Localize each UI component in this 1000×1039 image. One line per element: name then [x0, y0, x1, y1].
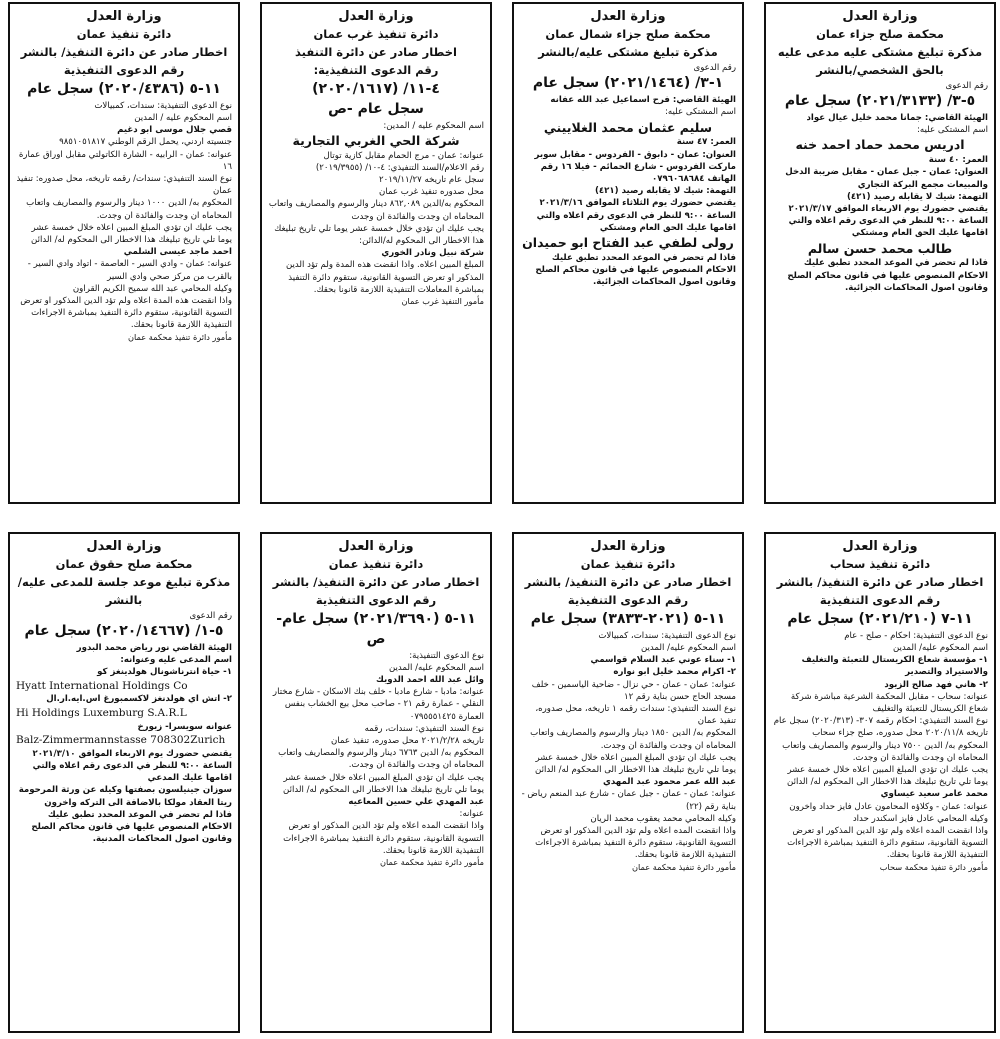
notice-line: احمد ماجد عيسى الشلمي	[123, 247, 232, 258]
notice-line: ادريس محمد حماد احمد خنه	[795, 137, 965, 153]
notice-line: اخطار صادر عن دائرة التنفيذ/ بالنشر	[776, 575, 984, 590]
notice-line: رقم الدعوى التنفيذية	[567, 593, 689, 608]
notice-line: يقتضي حضورك يوم الثلاثاء الموافق ٢٠٢١/٣/١٦ الساعة ٩:٠٠ للنظر في الدعوى رقم اعلاه والتي اقامها عليك الحق العام ومشتكي	[536, 198, 736, 233]
notice-line: عنوانه: عمان - عمان - جبل عمان - شارع عبد المنعم رياض - بناية رقم (٢٢)	[521, 789, 736, 812]
notice-line: المبلغ المبين اعلاه. واذا انقضت هذه المدة ولم تؤد الدين المذكور او تعرض التسوية القانونية، ستقوم دائرة التنفيذ بمباشرة المعاملات التنفيذية اللازمة قانونا بحقك.	[285, 260, 484, 295]
notice-line: ٥-٣/ (٢٠٢١/٣١٣٣) سجل عام	[784, 93, 976, 110]
notice-box	[260, 2, 492, 504]
notice-line: ٥-١/ (٢٠٢٠/١٤٦٦٧) سجل عام	[24, 623, 224, 640]
notice-line: نوع السند التنفيذي: سندات رقمه ١ تاريخه، محل صدوره، تنفيذ عمان	[535, 703, 736, 727]
notice-line: ١١-٥ (٢٠٢١/٣٦٩٠) سجل عام-ص	[276, 610, 476, 647]
ministry-title: وزارة العدل	[338, 9, 414, 24]
notice-line: محكمة صلح جزاء شمال عمان	[545, 27, 711, 42]
notice-line: ١١-٥ (٢٠٢١-٣٨٣٣) سجل عام	[530, 610, 726, 627]
notice-line: عنوانه سويسرا- زيورخ	[137, 721, 232, 732]
notice-line: وكيله المحامي عبد الله سميح الكريم القراون	[72, 283, 232, 294]
notice-line: طالب محمد حسن سالم	[807, 240, 953, 256]
notice-line: اسم المحكوم عليه/ المدين	[388, 662, 484, 673]
notice-line: دائرة تنفيذ عمان	[76, 27, 172, 42]
notice-line: دائرة تنفيذ غرب عمان	[313, 27, 439, 42]
bottom-row	[0, 530, 1000, 1039]
notice-line: عنوانه: عمان - وادي السير - العاصمة - اتواد وادي السير - بالقرب من مركز صحي وادي السير	[27, 259, 232, 282]
notice-line: يجب عليك ان تؤدي المبلغ المبين اعلاه خلال خمسة عشر يوما تلي تاريخ تبليغك هذا الاخطار الى المحكوم له/ الدائن	[31, 222, 232, 245]
notice-line: فاذا لم تحضر في الموعد المحدد تطبق عليك الاحكام المنصوص عليها في قانون محاكم الصلح وقانون اصول المحاكمات الجزائية.	[787, 258, 988, 293]
notice-line: الهيئة القاضي: فرح اسماعيل عبد الله عفانه	[550, 95, 736, 106]
notice-line: ١- سناء عوني عبد السلام قواسمي	[590, 655, 736, 666]
notice-line: ٤-١١/ (٢٠٢٠/١٦١٧)	[312, 80, 440, 97]
notice-line: اخطار صادر عن دائرة التنفيذ/ بالنشر	[524, 575, 732, 590]
notice-line: التهمة: شيك لا يقابله رصيد (٤٢١)	[846, 191, 988, 202]
notice-line: نوع الدعوى التنفيذية: سندات، كمبيالات	[598, 630, 736, 641]
notice-line: دائرة تنفيذ عمان	[328, 557, 424, 572]
notice-line: نوع الدعوى التنفيذية:	[409, 650, 484, 661]
notice-line: رقم الاعلام/السند التنفيذي: ٤-١٠/ (٢٠١٩/٣٩٥٥)	[315, 162, 484, 173]
notice-line: مأمور دائرة تنفيذ محكمة عمان	[380, 857, 484, 868]
notice-line: يجب عليك ان تؤدي خلال خمسة عشر يوما تلي تاريخ تبليغك هذا الاخطار الى المحكوم له/الدائن:	[274, 223, 484, 247]
notice-line: سوزان جينيلسون بصفتها وكيله عن ورثة المرحومة ريتا العقاد مولكا بالاضافة الى التركه واخرون	[18, 785, 232, 808]
ministry-title: وزارة العدل	[590, 539, 666, 554]
notice-line: ٢- اتش اي هولدنغز لاكسمبورغ اس.ايه.ار.ال	[46, 694, 232, 705]
notice-line: واذا انقضت المده اعلاه ولم تؤد الدين المذكور او تعرض التسوية القانونية، ستقوم دائرة التنفيذ بمباشرة الاجراءات التنفيذية اللازمة قانونا بحقك.	[535, 826, 736, 861]
notice-line: عنوانه: عمان - الرابيه - الشارة الكاتولتي مقابل اوراق عمارة ١٦	[18, 149, 232, 172]
notice-line: نوع السند التنفيذي: احكام رقمه ٣٠٧- (٢٠٢٠/٣١٣) سجل عام	[773, 716, 988, 727]
ministry-title: وزارة العدل	[590, 9, 666, 24]
notice-line: فاذا لم تحضر في الموعد المحدد تطبق عليك الاحكام المنصوص عليها في قانون محاكم الصلح وقانون اصول المحاكمات الجزائية.	[535, 252, 736, 288]
notice-line: محمد عامر سعيد عيساوي	[880, 789, 988, 800]
notice-line: مأمور دائرة تنفيذ محكمة عمان	[632, 861, 736, 872]
notice-line: المحكوم به/ الدين ١٠٠٠ دينار والرسوم والمصاريف واتعاب المحاماه ان وجدت والفائدة ان وجدت.	[26, 198, 232, 221]
notice-line: محل صدوره تنفيذ غرب عمان	[379, 187, 484, 198]
notice-line: واذا انقضت المده اعلاه ولم تؤد الدين المذكور او تعرض التسوية القانونية، ستقوم دائرة التنفيذ بمباشرة الاجراءات التنفيذية اللازمة قانونا بحقك.	[787, 826, 988, 861]
notice-line: مأمور التنفيذ غرب عمان	[401, 296, 484, 307]
notice-box	[512, 2, 744, 504]
notice-line: عنوانه: عمان - مرج الحمام مقابل كازية توتال	[323, 150, 484, 161]
notice-line: اخطار صادر عن دائرة التنفيذ	[295, 45, 457, 60]
notice-line: مذكرة تبليغ مشتكى عليه مدعى عليه بالحق الشخصي/بالنشر	[777, 45, 983, 78]
notice-line: المحكوم به/ الدين ٧٥٠٠ دينار والرسوم والمصاريف واتعاب المحاماه ان وجدت والفائدة ان وجدت.	[782, 740, 988, 763]
notice-line: عبد الله عمر محمود عبد المهدي	[602, 777, 736, 788]
notice-line: ١١-٥ (٢٠٢٠/٤٣٨٦) سجل عام	[27, 80, 221, 97]
notice-line: ١- مؤسسة شعاع الكريستال للتعبئة والتغليف والاستيراد والتصدير	[801, 655, 988, 678]
notice-line: Hyatt International Holdings Co	[16, 679, 188, 692]
notice-box	[512, 532, 744, 1033]
notice-line: العنوان: عمان - جبل عمان - مقابل ضريبة الدخل والمبيعات مجمع البركة التجاري	[785, 167, 988, 190]
notice-line: رقم الدعوى التنفيذية	[315, 593, 437, 608]
ministry-title: وزارة العدل	[842, 9, 918, 24]
notice-line: الهيئة القاضي: جمانا محمد خليل عيال عواد	[806, 112, 988, 123]
notice-line: ٢- هاني فهد صالح الزيود	[884, 679, 988, 690]
notice-line: يجب عليك ان تؤدي المبلغ المبين اعلاه خلال خمسة عشر يوما تلي تاريخ تبليغك هذا الاخطار الى المحكوم له/ الدائن	[283, 772, 484, 795]
notice-line: سجل عام تاريخه ٢٠١٩/١١/٢٧	[379, 175, 484, 185]
notice-line: Hi Holdings Luxemburg S.A.R.L	[16, 706, 187, 719]
notice-line: سليم عثمان محمد الغلاييني	[543, 119, 713, 135]
notice-line: وائل عبد الله احمد الدويك	[376, 675, 484, 686]
notice-line: الهيئة القاضي نور رياض محمد البدور	[76, 642, 232, 653]
notice-line: اخطار صادر عن دائرة التنفيذ/ بالنشر	[272, 575, 480, 590]
notice-line: عنوانه:	[459, 809, 484, 820]
notice-box	[8, 2, 240, 504]
notice-line: يجب عليك ان تؤدي المبلغ المبين اعلاه خلال خمسة عشر يوما تلي تاريخ تبليغك هذا الاخطار الى المحكوم له/ الدائن	[535, 752, 736, 775]
notice-line: يجب عليك ان تؤدي المبلغ المبين اعلاه خلال خمسة عشر يوما تلي تاريخ تبليغك هذا الاخطار الى المحكوم له/ الدائن	[787, 765, 988, 788]
notice-line: اسم المحكوم عليه / المدين	[134, 112, 232, 123]
notice-line: ٢- اكرام محمد خليل ابو نواره	[613, 667, 736, 678]
ministry-title: وزارة العدل	[842, 539, 918, 554]
notice-line: رقم الدعوى	[693, 63, 736, 74]
notice-line: عنوانه: عمان - عمان - حي نزال - ضاحية الياسمين - خلف مسجد الحاج حسن بناية رقم ١٢	[531, 679, 736, 702]
notice-line: رقم الدعوى	[189, 610, 232, 621]
notice-line: العمر: ٤٠ سنة	[928, 155, 988, 166]
ministry-title: وزارة العدل	[338, 539, 414, 554]
notice-line: مأمور دائرة تنفيذ محكمة عمان	[128, 331, 232, 342]
notice-line: نوع الدعوى التنفيذية: سندات، كمبيالات	[94, 100, 232, 111]
notice-line: محكمة صلح جزاء عمان	[816, 27, 944, 42]
notice-line: رولى لطفي عبد الفتاح ابو حميدان	[522, 234, 734, 250]
notice-line: نوع الدعوى التنفيذية: احكام - صلح - عام	[844, 630, 988, 641]
notice-line: رقم الدعوى التنفيذية	[63, 63, 185, 78]
notice-line: اسم المدعى عليه وعنوانه:	[120, 655, 232, 666]
notice-line: شركة الحي الغربي التجارية	[292, 132, 460, 148]
notice-line: يقتضي حضورك يوم الاربعاء الموافق ٢٠٢١/٣/١٠ الساعة ٩:٠٠ للنظر في الدعوى رقم اعلاه والتي اقامها عليك المدعي	[32, 748, 232, 784]
notice-line: تاريخه ٢٠٢٠/١١/٨ محل صدوره، صلح جزاء سحاب	[812, 728, 988, 739]
ministry-title: وزارة العدل	[86, 539, 162, 554]
notice-line: المحكوم به/ الدين ٦٧٦٣ دينار والرسوم والمصاريف واتعاب المحاماه ان وجدت والفائدة ان وجدت.	[278, 748, 484, 771]
notice-line: فاذا لم تحضر في الموعد المحدد تطبق عليك الاحكام المنصوص عليها في قانون محاكم الصلح وقانون اصول المحاكمات المدنية.	[31, 809, 232, 845]
notice-line: رقم الدعوى التنفيذية	[819, 593, 941, 608]
ministry-title: وزارة العدل	[86, 9, 162, 24]
top-row	[0, 0, 1000, 510]
notice-line: شركة نبيل ونادر الخوري	[381, 248, 484, 259]
notice-line: رقم الدعوى التنفيذية:	[313, 63, 439, 78]
notice-line: اسم المحكوم عليه / المدين:	[383, 120, 484, 131]
notice-line: اسم المحكوم عليه/ المدين	[640, 642, 736, 653]
notice-box	[764, 2, 996, 504]
notice-line: واذا انقضت هذه المدة اعلاه ولم تؤد الدين المذكور او تعرض التسوية القانونية، ستقوم دائرة التنفيذ بمباشرة الاجراءات التنفيذية اللازمة قانونا بحقك.	[20, 296, 232, 331]
notice-line: نوع السند التنفيذي: سندات/ رقمه تاريخه، محل صدوره: تنفيذ عمان	[16, 173, 232, 197]
notice-line: جنسيته اردني، يحمل الرقم الوطني ٩٨٥١٠٥١٨١٧	[59, 137, 232, 148]
notice-line: اخطار صادر عن دائرة التنفيذ/ بالنشر	[20, 45, 228, 60]
notice-box	[260, 532, 492, 1033]
notice-line: ١- حياة انترناشونال هولدينغز كو	[97, 667, 232, 678]
notice-line: ١١-٧ (٢٠٢١/٢١٠) سجل عام	[787, 610, 973, 627]
notice-line: عبد المهدي علي حسين المعاعيه	[348, 797, 484, 808]
notice-line: مأمور دائرة تنفيذ محكمة سحاب	[879, 861, 988, 872]
row-separator	[0, 510, 1000, 530]
notice-line: عنوانه: عمان - وكلاؤه المحامون عادل فايز حداد واخرون وكيله المحامي عادل فايز اسكندر حداد	[789, 801, 988, 824]
notice-line: ١-٣/ (٢٠٢١/١٤٦٤) سجل عام	[532, 75, 724, 92]
notice-line: عنوانه: مادبا - شارع مادبا - خلف بنك الاسكان - شارع مختار النقلي - عمارة رقم ٢١ - صاحب محل بيع الخشاب بنفس العمارة ٠٧٩٥٥٥١٤٢٥	[272, 687, 484, 722]
notice-line: يقتضي حضورك يوم الاربعاء الموافق ٢٠٢١/٣/١٧ الساعة ٩:٠٠ للنظر في الدعوى رقم اعلاه والتي اقامها عليك الحق العام ومشتكي	[788, 203, 988, 239]
notice-line: مذكرة تبليغ مشتكى عليه/بالنشر	[538, 45, 718, 60]
notice-line: اسم المشتكى عليه:	[665, 107, 736, 118]
notice-line: اسم المشتكى عليه:	[917, 125, 988, 136]
notice-line: عنوانه: سحاب - مقابل المحكمة الشرعية مباشرة شركة شعاع الكريستال للتعبئة والتغليف	[790, 691, 988, 714]
notice-line: العمر: ٤٧ سنة	[676, 137, 736, 148]
notice-line: محكمة صلح حقوق عمان	[55, 557, 193, 572]
notice-line: Balz-Zimmermannstasse 708302Zurich	[16, 733, 226, 746]
notice-line: واذا انقضت المده اعلاه ولم تؤد الدين المذكور او تعرض التسوية القانونية، ستقوم دائرة التنفيذ بمباشرة الاجراءات التنفيذية اللازمة قانونا بحقك.	[283, 821, 484, 856]
notice-line: المحكوم به/ الدين ١٨٥٠ دينار والرسوم والمصاريف واتعاب المحاماه ان وجدت والفائدة ان وجدت.	[530, 728, 736, 751]
notice-box	[764, 532, 996, 1033]
notice-line: دائرة تنفيذ سحاب	[829, 557, 931, 572]
notice-line: سجل عام -ص	[328, 100, 424, 117]
notice-line: المحكوم به/الدين ٨٦٢,٠٨٩ دينار والرسوم والمصاريف واتعاب المحاماه ان وجدت والفائدة ان وجدت	[268, 199, 484, 222]
notice-line: مذكرة تبليغ موعد جلسة للمدعى عليه/بالنشر	[17, 575, 231, 608]
notice-line: التهمة: شيك لا يقابله رصيد (٤٢١)	[594, 186, 736, 197]
notice-line: نوع السند التنفيذي: سندات، رقمه	[364, 723, 484, 734]
notice-line: تاريخه ٢٠٢١/٢/٢٨ محل صدوره، تنفيذ عمان	[331, 736, 484, 747]
notice-line: وكيله المحامي محمد يعقوب محمد الريان	[590, 813, 736, 824]
notice-line: قصي جلال موسى ابو دغيم	[117, 125, 232, 136]
notice-line: اسم المحكوم عليه/ المدين	[892, 642, 988, 653]
notice-line: رقم الدعوى	[945, 80, 988, 91]
notice-box	[8, 532, 240, 1033]
notice-line: العنوان: عمان - دابوق - الفردوس - مقابل سوبر ماركت الفردوس - شارع الحمائم - فيلا ١٦ رقم الهاتف ٠٧٩٦٠٦٨٦٨٤	[534, 149, 736, 184]
notice-line: دائرة تنفيذ عمان	[580, 557, 676, 572]
